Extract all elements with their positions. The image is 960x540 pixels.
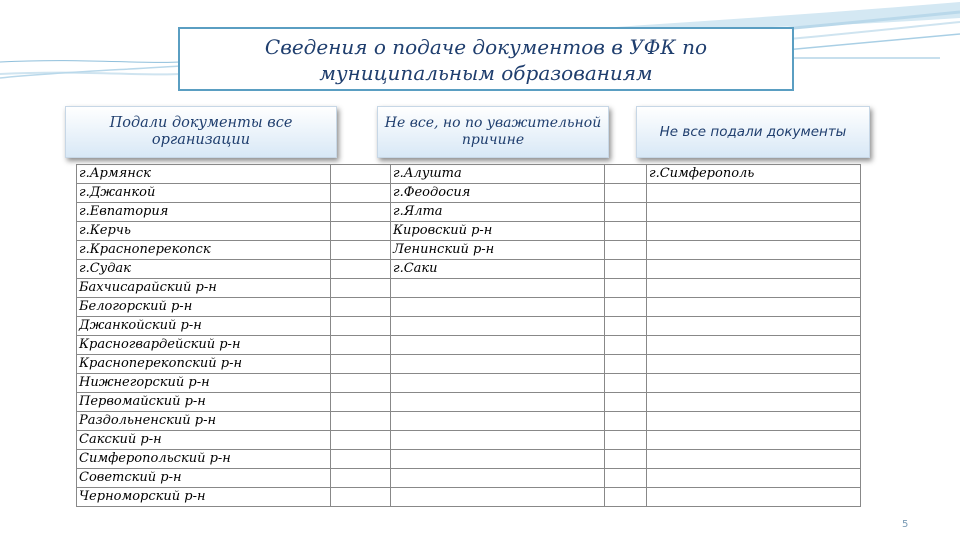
- cell-valid-reason: [391, 431, 605, 450]
- cell-spacer: [331, 165, 391, 184]
- cell-spacer: [605, 469, 647, 488]
- cell-all-submitted: Симферопольский р-н: [77, 450, 331, 469]
- cell-valid-reason: [391, 279, 605, 298]
- cell-not-all: [647, 450, 861, 469]
- cell-all-submitted: Нижнегорский р-н: [77, 374, 331, 393]
- cell-all-submitted: Черноморский р-н: [77, 488, 331, 507]
- title-line-1: Сведения о подаче документов в УФК по: [264, 35, 708, 59]
- table-row: [77, 241, 861, 260]
- table-row: [77, 298, 861, 317]
- cell-all-submitted: Советский р-н: [77, 469, 331, 488]
- cell-spacer: [605, 393, 647, 412]
- cell-spacer: [331, 279, 391, 298]
- table-row: [77, 279, 861, 298]
- cell-all-submitted: г.Армянск: [77, 165, 331, 184]
- table-row: [77, 469, 861, 488]
- table-row: [77, 374, 861, 393]
- cell-spacer: [605, 184, 647, 203]
- cell-valid-reason: г.Феодосия: [391, 184, 605, 203]
- cell-all-submitted: г.Джанкой: [77, 184, 331, 203]
- cell-all-submitted: г.Евпатория: [77, 203, 331, 222]
- cell-valid-reason: [391, 450, 605, 469]
- cell-spacer: [605, 260, 647, 279]
- cell-spacer: [331, 412, 391, 431]
- cell-spacer: [605, 450, 647, 469]
- cell-not-all: [647, 279, 861, 298]
- table-row: [77, 336, 861, 355]
- cell-spacer: [605, 241, 647, 260]
- cell-spacer: [605, 203, 647, 222]
- cell-valid-reason: [391, 469, 605, 488]
- cell-spacer: [331, 469, 391, 488]
- table-row: [77, 393, 861, 412]
- cell-spacer: [605, 279, 647, 298]
- table-row: [77, 184, 861, 203]
- cell-all-submitted: Раздольненский р-н: [77, 412, 331, 431]
- cell-all-submitted: Бахчисарайский р-н: [77, 279, 331, 298]
- cell-spacer: [605, 412, 647, 431]
- title-line-2: муниципальным образованиям: [319, 61, 653, 85]
- cell-not-all: [647, 241, 861, 260]
- cell-not-all: [647, 355, 861, 374]
- cell-spacer: [331, 431, 391, 450]
- header-all-submitted: Подали документы все организации: [65, 106, 337, 158]
- table-row: [77, 260, 861, 279]
- cell-spacer: [605, 431, 647, 450]
- cell-valid-reason: [391, 393, 605, 412]
- cell-valid-reason: [391, 374, 605, 393]
- cell-not-all: [647, 431, 861, 450]
- cell-all-submitted: Красноперекопский р-н: [77, 355, 331, 374]
- cell-not-all: [647, 222, 861, 241]
- cell-all-submitted: Красногвардейский р-н: [77, 336, 331, 355]
- cell-not-all: [647, 298, 861, 317]
- cell-spacer: [331, 317, 391, 336]
- slide-title: [178, 27, 794, 91]
- table-row: [77, 165, 861, 184]
- cell-valid-reason: г.Алушта: [391, 165, 605, 184]
- cell-all-submitted: Белогорский р-н: [77, 298, 331, 317]
- cell-spacer: [605, 488, 647, 507]
- cell-valid-reason: Кировский р-н: [391, 222, 605, 241]
- cell-spacer: [331, 203, 391, 222]
- cell-valid-reason: [391, 355, 605, 374]
- table-row: [77, 412, 861, 431]
- cell-not-all: [647, 469, 861, 488]
- cell-spacer: [331, 260, 391, 279]
- cell-not-all: [647, 393, 861, 412]
- header-not-all: Не все подали документы: [636, 106, 870, 158]
- cell-spacer: [331, 222, 391, 241]
- cell-not-all: [647, 184, 861, 203]
- cell-not-all: [647, 412, 861, 431]
- cell-not-all: [647, 374, 861, 393]
- cell-valid-reason: [391, 412, 605, 431]
- cell-spacer: [605, 317, 647, 336]
- cell-spacer: [331, 450, 391, 469]
- cell-spacer: [331, 336, 391, 355]
- table-row: [77, 203, 861, 222]
- cell-all-submitted: г.Судак: [77, 260, 331, 279]
- cell-spacer: [331, 355, 391, 374]
- cell-spacer: [605, 298, 647, 317]
- page-number: 5: [902, 519, 909, 530]
- cell-all-submitted: г.Керчь: [77, 222, 331, 241]
- table-row: [77, 450, 861, 469]
- table-row: [77, 431, 861, 450]
- cell-all-submitted: Джанкойский р-н: [77, 317, 331, 336]
- cell-valid-reason: [391, 488, 605, 507]
- cell-valid-reason: Ленинский р-н: [391, 241, 605, 260]
- cell-valid-reason: [391, 317, 605, 336]
- cell-spacer: [331, 488, 391, 507]
- cell-valid-reason: г.Саки: [391, 260, 605, 279]
- cell-spacer: [605, 222, 647, 241]
- table-body: [77, 165, 861, 507]
- cell-spacer: [331, 184, 391, 203]
- table-row: [77, 222, 861, 241]
- municipalities-table: [76, 164, 861, 507]
- cell-not-all: [647, 317, 861, 336]
- table-row: [77, 355, 861, 374]
- cell-all-submitted: Сакский р-н: [77, 431, 331, 450]
- cell-not-all: г.Симферополь: [647, 165, 861, 184]
- cell-valid-reason: г.Ялта: [391, 203, 605, 222]
- cell-not-all: [647, 203, 861, 222]
- cell-valid-reason: [391, 298, 605, 317]
- cell-spacer: [331, 393, 391, 412]
- table-row: [77, 317, 861, 336]
- cell-all-submitted: Первомайский р-н: [77, 393, 331, 412]
- cell-valid-reason: [391, 336, 605, 355]
- table-row: [77, 488, 861, 507]
- cell-not-all: [647, 488, 861, 507]
- cell-spacer: [605, 355, 647, 374]
- cell-not-all: [647, 336, 861, 355]
- cell-spacer: [331, 241, 391, 260]
- cell-spacer: [331, 374, 391, 393]
- header-valid-reason: Не все, но по уважительной причине: [377, 106, 609, 158]
- cell-spacer: [605, 374, 647, 393]
- cell-all-submitted: г.Красноперекопск: [77, 241, 331, 260]
- cell-spacer: [605, 336, 647, 355]
- cell-not-all: [647, 260, 861, 279]
- cell-spacer: [605, 165, 647, 184]
- cell-spacer: [331, 298, 391, 317]
